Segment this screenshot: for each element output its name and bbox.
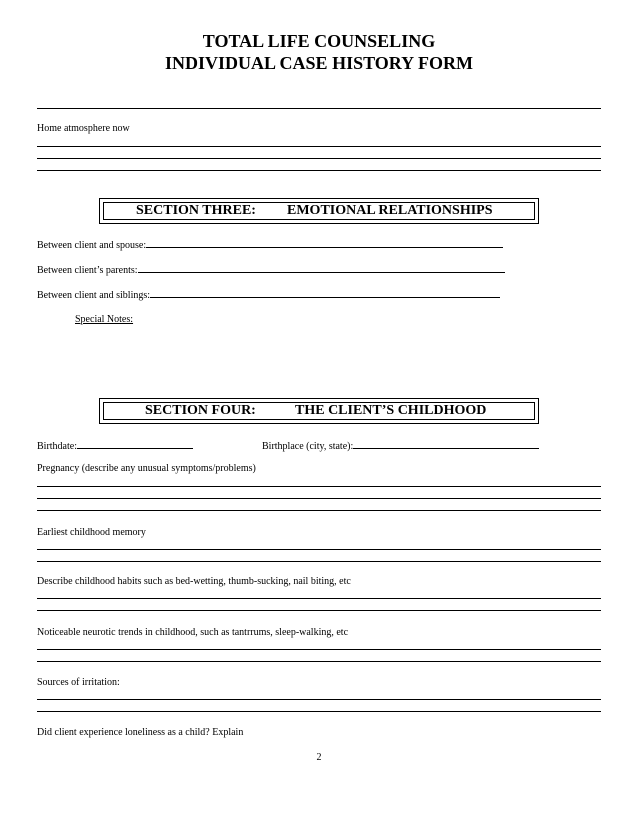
siblings-field-line[interactable]	[150, 288, 500, 298]
birthplace-label: Birthplace (city, state):	[262, 441, 354, 452]
siblings-field	[37, 288, 500, 302]
answer-line[interactable]	[37, 711, 601, 712]
answer-line[interactable]	[37, 146, 601, 147]
answer-line[interactable]	[37, 610, 601, 611]
birthdate-line[interactable]	[77, 439, 193, 449]
special-notes-label: Special Notes:	[75, 314, 134, 325]
answer-line[interactable]	[37, 649, 601, 650]
section-four-name: THE CLIENT’S CHILDHOOD	[295, 403, 487, 418]
birthplace-field	[262, 439, 539, 453]
spouse-field-label: Between client and spouse:	[37, 240, 147, 251]
parents-field-label: Between client’s parents:	[37, 265, 138, 276]
parents-field-line[interactable]	[138, 263, 505, 273]
birthdate-label: Birthdate:	[37, 441, 77, 452]
page-number: 2	[316, 752, 322, 763]
birthplace-line[interactable]	[353, 439, 539, 449]
loneliness-question: Did client experience loneliness as a child? Explain	[37, 727, 244, 738]
form-title-line2: INDIVIDUAL CASE HISTORY FORM	[165, 53, 473, 73]
parents-field	[37, 263, 505, 277]
section-four-header	[99, 398, 539, 424]
answer-line[interactable]	[37, 170, 601, 171]
answer-line[interactable]	[37, 661, 601, 662]
pregnancy-question: Pregnancy (describe any unusual symptoms/problems)	[37, 463, 256, 474]
home-atmosphere-label: Home atmosphere now	[37, 123, 130, 134]
earliest-memory-question: Earliest childhood memory	[37, 527, 146, 538]
answer-line[interactable]	[37, 598, 601, 599]
section-three-header	[99, 198, 539, 224]
irritation-question: Sources of irritation:	[37, 677, 120, 688]
section-three-name: EMOTIONAL RELATIONSHIPS	[287, 203, 493, 218]
form-title-line1: TOTAL LIFE COUNSELING	[202, 31, 436, 51]
neurotic-trends-question: Noticeable neurotic trends in childhood, such as tantrrums, sleep-walking, etc	[37, 627, 349, 638]
siblings-field-label: Between client and siblings:	[37, 290, 151, 301]
spouse-field	[37, 238, 503, 252]
answer-line[interactable]	[37, 158, 601, 159]
answer-line[interactable]	[37, 561, 601, 562]
childhood-habits-question: Describe childhood habits such as bed-wetting, thumb-sucking, nail biting, etc	[37, 576, 351, 587]
section-four-number: SECTION FOUR:	[145, 403, 256, 418]
spouse-field-line[interactable]	[146, 238, 503, 248]
answer-line[interactable]	[37, 699, 601, 700]
section-three-number: SECTION THREE:	[136, 203, 256, 218]
answer-line[interactable]	[37, 486, 601, 487]
divider-line	[37, 108, 601, 109]
answer-line[interactable]	[37, 549, 601, 550]
birthdate-field	[37, 439, 193, 453]
answer-line[interactable]	[37, 510, 601, 511]
answer-line[interactable]	[37, 498, 601, 499]
